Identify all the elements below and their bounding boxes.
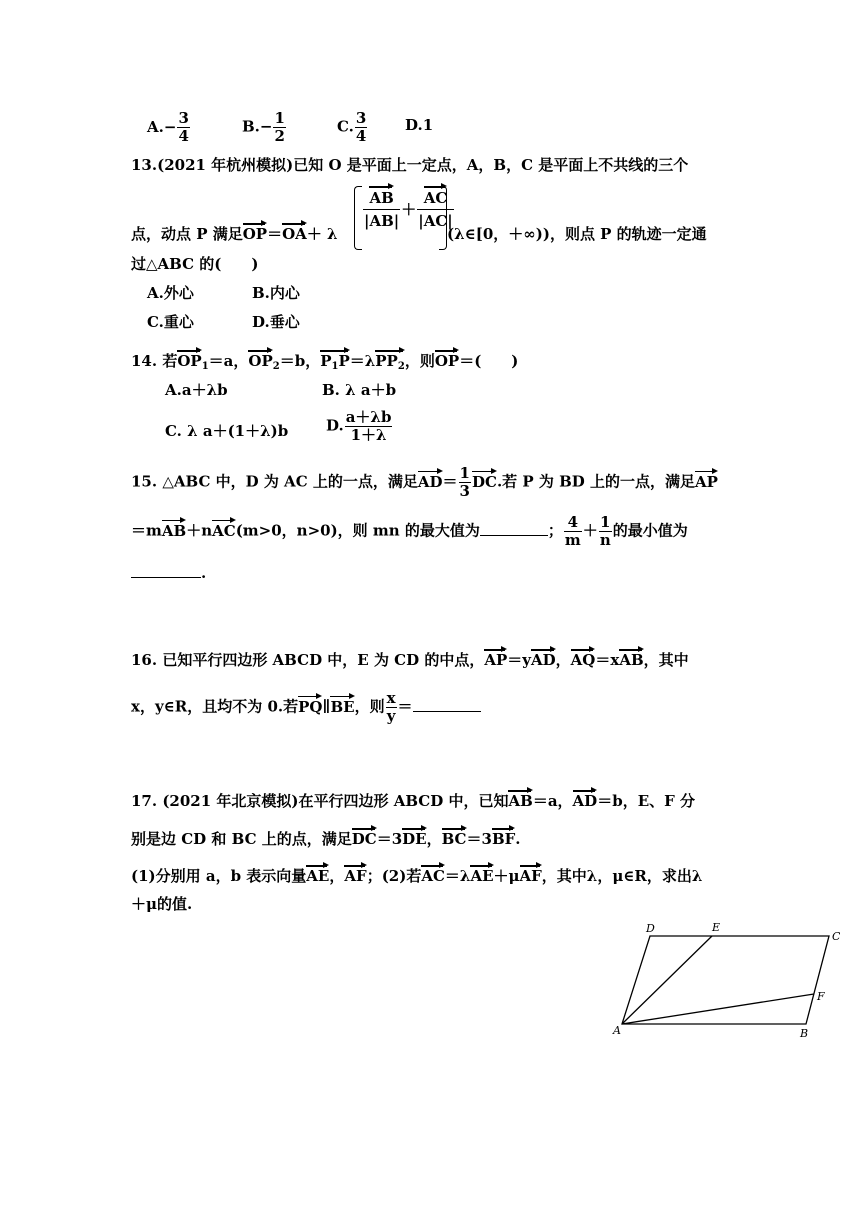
q13-line1: 13.(2021 年杭州模拟)已知 O 是平面上一定点，A，B，C 是平面上不共线的三个	[131, 156, 689, 174]
q15-answer-blank-2[interactable]	[131, 577, 201, 578]
q13-line2: 点，动点 P 满足OP＝OA＋ λ	[131, 225, 338, 243]
q14-option-b: B. λ a＋b	[322, 381, 397, 399]
q12-options	[147, 110, 191, 145]
q14-option-a: A.a＋λb	[165, 381, 228, 399]
q16-answer-blank[interactable]	[413, 711, 481, 712]
q14-stem: 14. 若$OP_1=a$，$OP_2=b$，$P_1P=\lambda PP_2$，则OP＝( )	[131, 351, 518, 377]
q16-line1: 16. 已知平行四边形 ABCD 中，E 为 CD 的中点，AP＝yAD，AQ＝xAB，其中	[131, 651, 689, 669]
q13-left-paren	[354, 186, 362, 250]
label-b: B	[800, 1027, 809, 1040]
label-c: C	[832, 930, 840, 943]
q12-option-a: A.− $\frac{3}{4}$	[147, 109, 189, 145]
q15-answer-blank-1[interactable]	[480, 535, 548, 536]
label-a: A	[613, 1024, 621, 1037]
q12-option-d: D.1	[405, 116, 434, 134]
q13-option-d: D.垂心	[252, 313, 300, 331]
q15-line2: ＝mAB＋nAC(m>0，n>0)，则 mn 的最大值为 ； $\frac{4}{m}$ ＋ $\frac{1}{n}$ 的最小值为	[131, 513, 688, 549]
q13-line3: 过△ABC 的( )	[131, 255, 259, 273]
label-f: F	[817, 990, 825, 1003]
q13-option-c: C.重心	[147, 313, 194, 331]
q14-option-d: D. $\frac{a+\lambda b}{1+\lambda}$	[326, 408, 392, 444]
q12-option-b: B.− $\frac{1}{2}$	[242, 109, 285, 145]
parallelogram-figure	[610, 918, 840, 1048]
q12-option-c: C. $\frac{3}{4}$	[337, 109, 367, 145]
parallelogram-abcd	[622, 936, 829, 1024]
q15-line1: 15. △ABC 中，D 为 AC 上的一点，满足AD＝ $\frac{1}{3}$ DC.若 P 为 BD 上的一点，满足AP	[131, 464, 718, 500]
q13-option-a: A.外心	[147, 284, 194, 302]
q17-line2: 别是边 CD 和 BC 上的点，满足DC＝3DE，BC＝3BF.	[131, 830, 521, 848]
q15-line3: .	[131, 563, 206, 583]
q13-option-b: B.内心	[252, 284, 300, 302]
segment-af	[622, 994, 814, 1024]
q16-line2: x，y∈R，且均不为 0.若PQ∥BE，则 $\frac{x}{y}$ ＝	[131, 690, 481, 725]
q14-option-c: C. λ a＋(1＋λ)b	[165, 422, 289, 440]
q13-bracket-content: $\frac{AB}{|AB|}$ ＋ $\frac{AC}{|AC|}$	[364, 189, 453, 230]
label-d: D	[646, 922, 655, 935]
q17-line3: (1)分别用 a，b 表示向量AE，AF；(2)若AC＝λAE＋μAF，其中λ，μ∈R，求出λ	[131, 867, 703, 885]
q17-line1: 17. (2021 年北京模拟)在平行四边形 ABCD 中，已知AB＝a，AD＝b，E、F 分	[131, 792, 695, 810]
q13-line2-tail: (λ∈[0，＋∞))，则点 P 的轨迹一定通	[447, 225, 707, 243]
q17-line4: ＋μ的值.	[131, 895, 193, 913]
label-e: E	[712, 921, 721, 934]
